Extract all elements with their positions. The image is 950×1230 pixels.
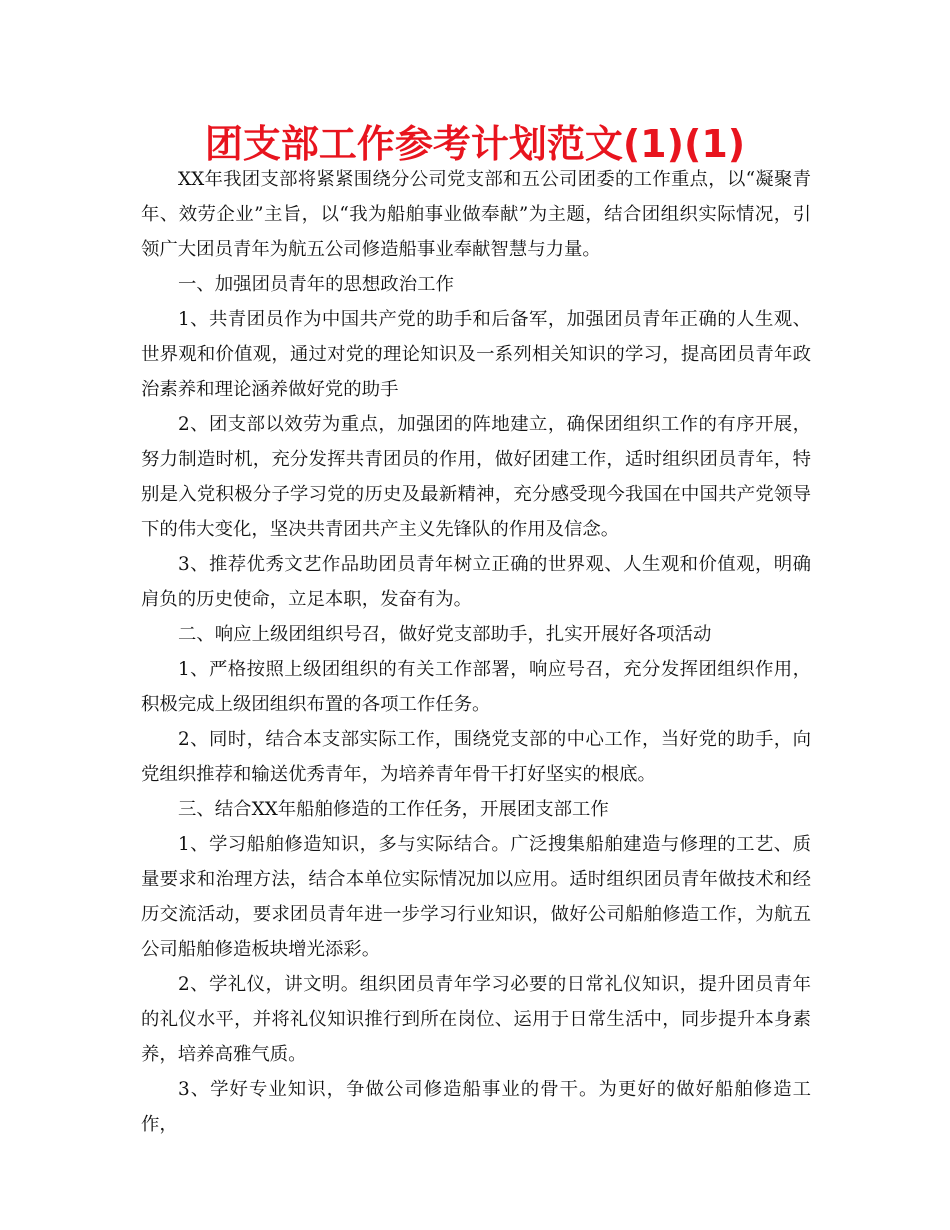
section-heading-3: 三、结合XX年船舶修造的工作任务，开展团支部工作 xyxy=(178,799,609,820)
document-title: 团支部工作参考计划范文(1)(1) xyxy=(204,122,746,166)
paragraph-2-2: 2、同时，结合本支部实际工作，围绕党支部的中心工作，当好党的助手，向党组织推荐和输送优秀青年，为培养青年骨干打好坚实的根底。 xyxy=(141,729,811,785)
paragraph-1-2: 2、团支部以效劳为重点，加强团的阵地建立，确保团组织工作的有序开展，努力制造时机，充分发挥共青团员的作用，做好团建工作，适时组织团员青年，特别是入党积极分子学习党的历史及最新精神，充分感受现今我国在中国共产党领导下的伟大变化，坚决共青团共产主义先锋队的作用及信念。 xyxy=(141,414,811,540)
paragraph-3-1: 1、学习船舶修造知识，多与实际结合。广泛搜集船舶建造与修理的工艺、质量要求和治理方法，结合本单位实际情况加以应用。适时组织团员青年做技术和经历交流活动，要求团员青年进一步学习行业知识，做好公司船舶修造工作，为航五公司船舶修造板块增光添彩。 xyxy=(141,834,811,960)
paragraph-2-1: 1、严格按照上级团组织的有关工作部署，响应号召，充分发挥团组织作用，积极完成上级团组织布置的各项工作任务。 xyxy=(141,659,811,715)
paragraph-3-3: 3、学好专业知识，争做公司修造船事业的骨干。为更好的做好船舶修造工作， xyxy=(141,1079,811,1135)
paragraph-intro: XX年我团支部将紧紧围绕分公司党支部和五公司团委的工作重点，以“凝聚青年、效劳企业”主旨，以“我为船舶事业做奉献”为主题，结合团组织实际情况，引领广大团员青年为航五公司修造船事业奉献智慧与力量。 xyxy=(141,169,811,260)
section-heading-1: 一、加强团员青年的思想政治工作 xyxy=(178,274,454,295)
paragraph-1-3: 3、推荐优秀文艺作品助团员青年树立正确的世界观、人生观和价值观，明确肩负的历史使命，立足本职，发奋有为。 xyxy=(141,554,811,610)
paragraph-1-1: 1、共青团员作为中国共产党的助手和后备军，加强团员青年正确的人生观、世界观和价值观，通过对党的理论知识及一系列相关知识的学习，提高团员青年政治素养和理论涵养做好党的助手 xyxy=(141,309,811,400)
paragraph-3-2: 2、学礼仪，讲文明。组织团员青年学习必要的日常礼仪知识，提升团员青年的礼仪水平，并将礼仪知识推行到所在岗位、运用于日常生活中，同步提升本身素养，培养高雅气质。 xyxy=(141,974,811,1065)
document-body xyxy=(141,162,811,1142)
section-heading-2: 二、响应上级团组织号召，做好党支部助手，扎实开展好各项活动 xyxy=(178,624,712,645)
